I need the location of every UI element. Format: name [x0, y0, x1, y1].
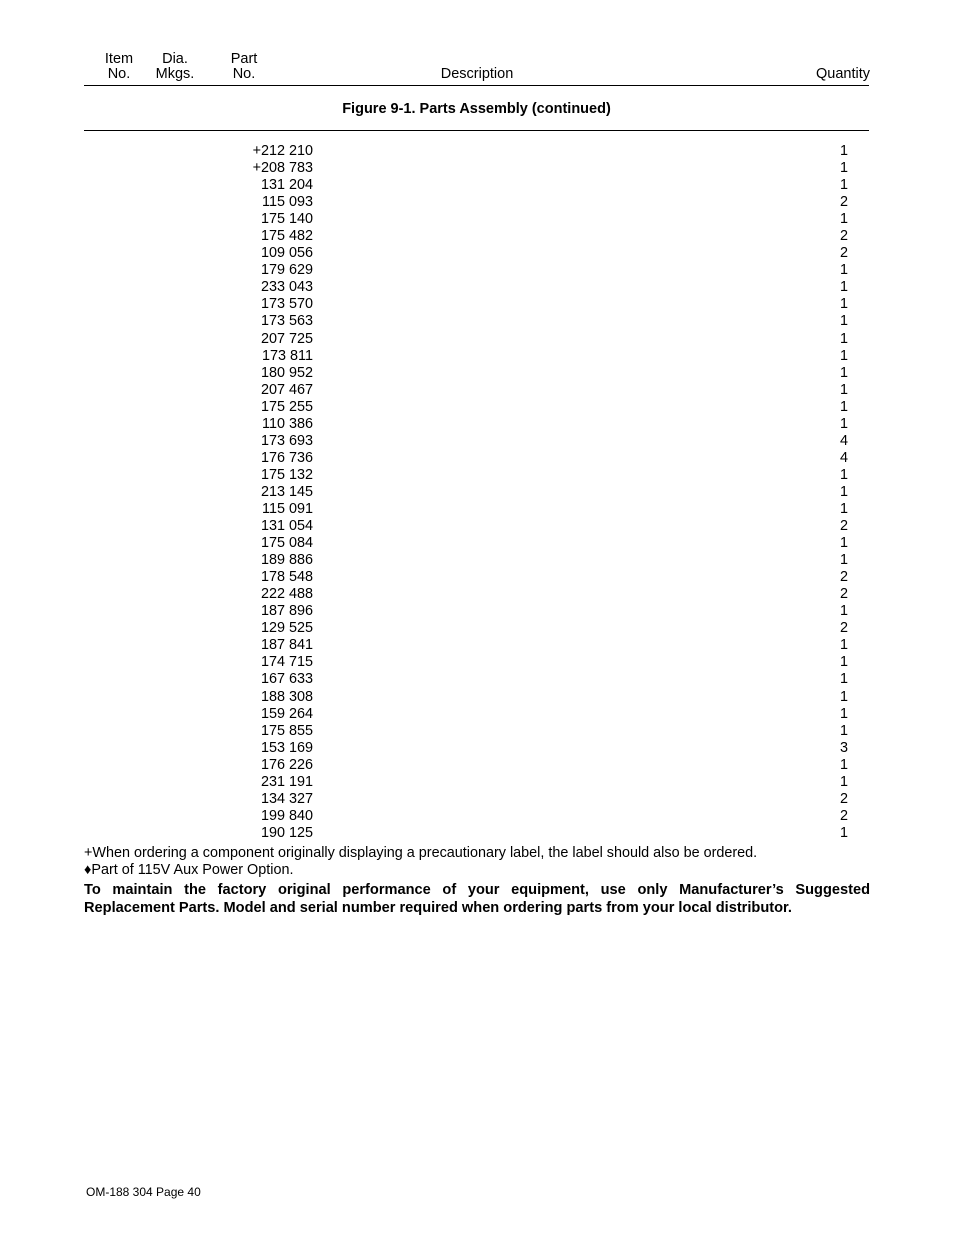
part-number: 187 841: [247, 637, 313, 654]
header-dia-mkgs: [150, 52, 200, 82]
part-number: 131 204: [247, 177, 313, 194]
quantity: 1: [839, 415, 848, 432]
header-part-no: [222, 52, 266, 82]
parts-row: [84, 228, 848, 245]
part-number: 173 693: [247, 433, 313, 450]
quantity: 1: [839, 160, 848, 177]
parts-row: [84, 654, 848, 671]
part-number: 175 855: [247, 723, 313, 740]
notes: [84, 845, 870, 879]
parts-row: [84, 484, 848, 501]
part-number: 189 886: [247, 552, 313, 569]
parts-row: [84, 723, 848, 740]
quantity: 2: [839, 569, 848, 586]
part-number: +212 210: [247, 143, 313, 160]
part-number: 176 226: [247, 757, 313, 774]
part-number: 173 563: [247, 313, 313, 330]
parts-row: [84, 450, 848, 467]
quantity: 2: [839, 194, 848, 211]
parts-row: [84, 296, 848, 313]
parts-row: [84, 143, 848, 160]
header-item-no: [98, 52, 140, 82]
part-number: 180 952: [247, 365, 313, 382]
parts-row: [84, 603, 848, 620]
part-number: 153 169: [247, 740, 313, 757]
quantity: 1: [839, 347, 848, 364]
header-part-label: Part: [230, 51, 258, 67]
header-part-sub: No.: [232, 66, 256, 82]
parts-row: [84, 808, 848, 825]
parts-row: [84, 177, 848, 194]
parts-row: [84, 160, 848, 177]
quantity: 2: [839, 620, 848, 637]
parts-row: [84, 569, 848, 586]
part-number: 175 084: [247, 535, 313, 552]
header-dia-label: Dia.: [162, 51, 188, 67]
quantity: 1: [839, 364, 848, 381]
parts-row: [84, 262, 848, 279]
quantity: 1: [839, 279, 848, 296]
part-number: 173 811: [247, 348, 313, 365]
figure-caption: Figure 9-1. Parts Assembly (continued): [342, 101, 611, 117]
parts-row: [84, 501, 848, 518]
parts-row: [84, 637, 848, 654]
quantity: 1: [839, 637, 848, 654]
quantity: 2: [839, 518, 848, 535]
parts-row: [84, 313, 848, 330]
part-number: 222 488: [247, 586, 313, 603]
note-aux-power-option: ♦Part of 115V Aux Power Option.: [84, 862, 294, 878]
quantity: 2: [839, 790, 848, 807]
quantity: 1: [839, 603, 848, 620]
quantity: 1: [839, 296, 848, 313]
parts-row: [84, 467, 848, 484]
parts-row: [84, 331, 848, 348]
quantity: 2: [839, 228, 848, 245]
part-number: 175 255: [247, 399, 313, 416]
parts-row: [84, 552, 848, 569]
parts-row: [84, 671, 848, 688]
quantity: 1: [839, 500, 848, 517]
part-number: 213 145: [247, 484, 313, 501]
header-description: Description: [440, 66, 514, 82]
parts-row: [84, 535, 848, 552]
parts-row: [84, 365, 848, 382]
quantity: 1: [839, 552, 848, 569]
quantity: 1: [839, 262, 848, 279]
note-precautionary-label: +When ordering a component originally displaying a precautionary label, the label should also be ordered.: [84, 845, 758, 861]
quantity: 1: [839, 824, 848, 841]
part-number: 115 091: [247, 501, 313, 518]
part-number: 188 308: [247, 689, 313, 706]
parts-row: [84, 348, 848, 365]
parts-row: [84, 382, 848, 399]
part-number: 178 548: [247, 569, 313, 586]
part-number: 175 140: [247, 211, 313, 228]
part-number: 109 056: [247, 245, 313, 262]
quantity: 1: [839, 143, 848, 159]
quantity: 2: [839, 586, 848, 603]
part-number: 190 125: [247, 825, 313, 842]
quantity: 1: [839, 756, 848, 773]
quantity: 1: [839, 381, 848, 398]
quantity: 1: [839, 535, 848, 552]
quantity: 1: [839, 671, 848, 688]
quantity: 1: [839, 313, 848, 330]
parts-row: [84, 740, 848, 757]
part-number: 207 725: [247, 331, 313, 348]
part-number: 199 840: [247, 808, 313, 825]
quantity: 1: [839, 773, 848, 790]
parts-row: [84, 518, 848, 535]
parts-row: [84, 433, 848, 450]
header-quantity: Quantity: [816, 66, 870, 82]
parts-row: [84, 416, 848, 433]
parts-row: [84, 399, 848, 416]
quantity: 1: [839, 483, 848, 500]
replacement-parts-warning: To maintain the factory original performance of your equipment, use only Manufacturer’s Suggested Replacement Parts. Model and serial number required when ordering parts from your local distributor.: [84, 882, 870, 916]
header-divider: [84, 85, 869, 86]
part-number: 187 896: [247, 603, 313, 620]
parts-row: [84, 586, 848, 603]
parts-row: [84, 245, 848, 262]
quantity: 1: [839, 722, 848, 739]
quantity: 3: [839, 739, 848, 756]
parts-row: [84, 620, 848, 637]
parts-row: [84, 791, 848, 808]
quantity: 1: [839, 330, 848, 347]
quantity: 1: [839, 211, 848, 228]
part-number: 159 264: [247, 706, 313, 723]
part-number: 173 570: [247, 296, 313, 313]
quantity: 1: [839, 688, 848, 705]
quantity: 1: [839, 466, 848, 483]
part-number: 175 482: [247, 228, 313, 245]
parts-row: [84, 211, 848, 228]
header-item-sub: No.: [107, 66, 131, 82]
page-footer: OM-188 304 Page 40: [86, 1185, 201, 1199]
caption-divider: [84, 130, 869, 131]
quantity: 1: [839, 705, 848, 722]
parts-list: [84, 143, 848, 842]
part-number: 231 191: [247, 774, 313, 791]
header-dia-sub: Mkgs.: [155, 66, 195, 82]
parts-row: [84, 825, 848, 842]
part-number: 176 736: [247, 450, 313, 467]
part-number: 110 386: [247, 416, 313, 433]
quantity: 1: [839, 398, 848, 415]
parts-row: [84, 706, 848, 723]
part-number: 167 633: [247, 671, 313, 688]
part-number: 175 132: [247, 467, 313, 484]
parts-row: [84, 689, 848, 706]
part-number: 207 467: [247, 382, 313, 399]
part-number: 129 525: [247, 620, 313, 637]
quantity: 2: [839, 807, 848, 824]
part-number: 179 629: [247, 262, 313, 279]
part-number: 174 715: [247, 654, 313, 671]
quantity: 1: [839, 654, 848, 671]
part-number: 115 093: [247, 194, 313, 211]
part-number: 134 327: [247, 791, 313, 808]
part-number: 233 043: [247, 279, 313, 296]
part-number: +208 783: [247, 160, 313, 177]
parts-row: [84, 757, 848, 774]
parts-row: [84, 194, 848, 211]
parts-row: [84, 279, 848, 296]
quantity: 1: [839, 177, 848, 194]
quantity: 4: [839, 449, 848, 466]
quantity: 4: [839, 432, 848, 449]
parts-row: [84, 774, 848, 791]
part-number: 131 054: [247, 518, 313, 535]
quantity: 2: [839, 245, 848, 262]
header-item-label: Item: [104, 51, 134, 67]
